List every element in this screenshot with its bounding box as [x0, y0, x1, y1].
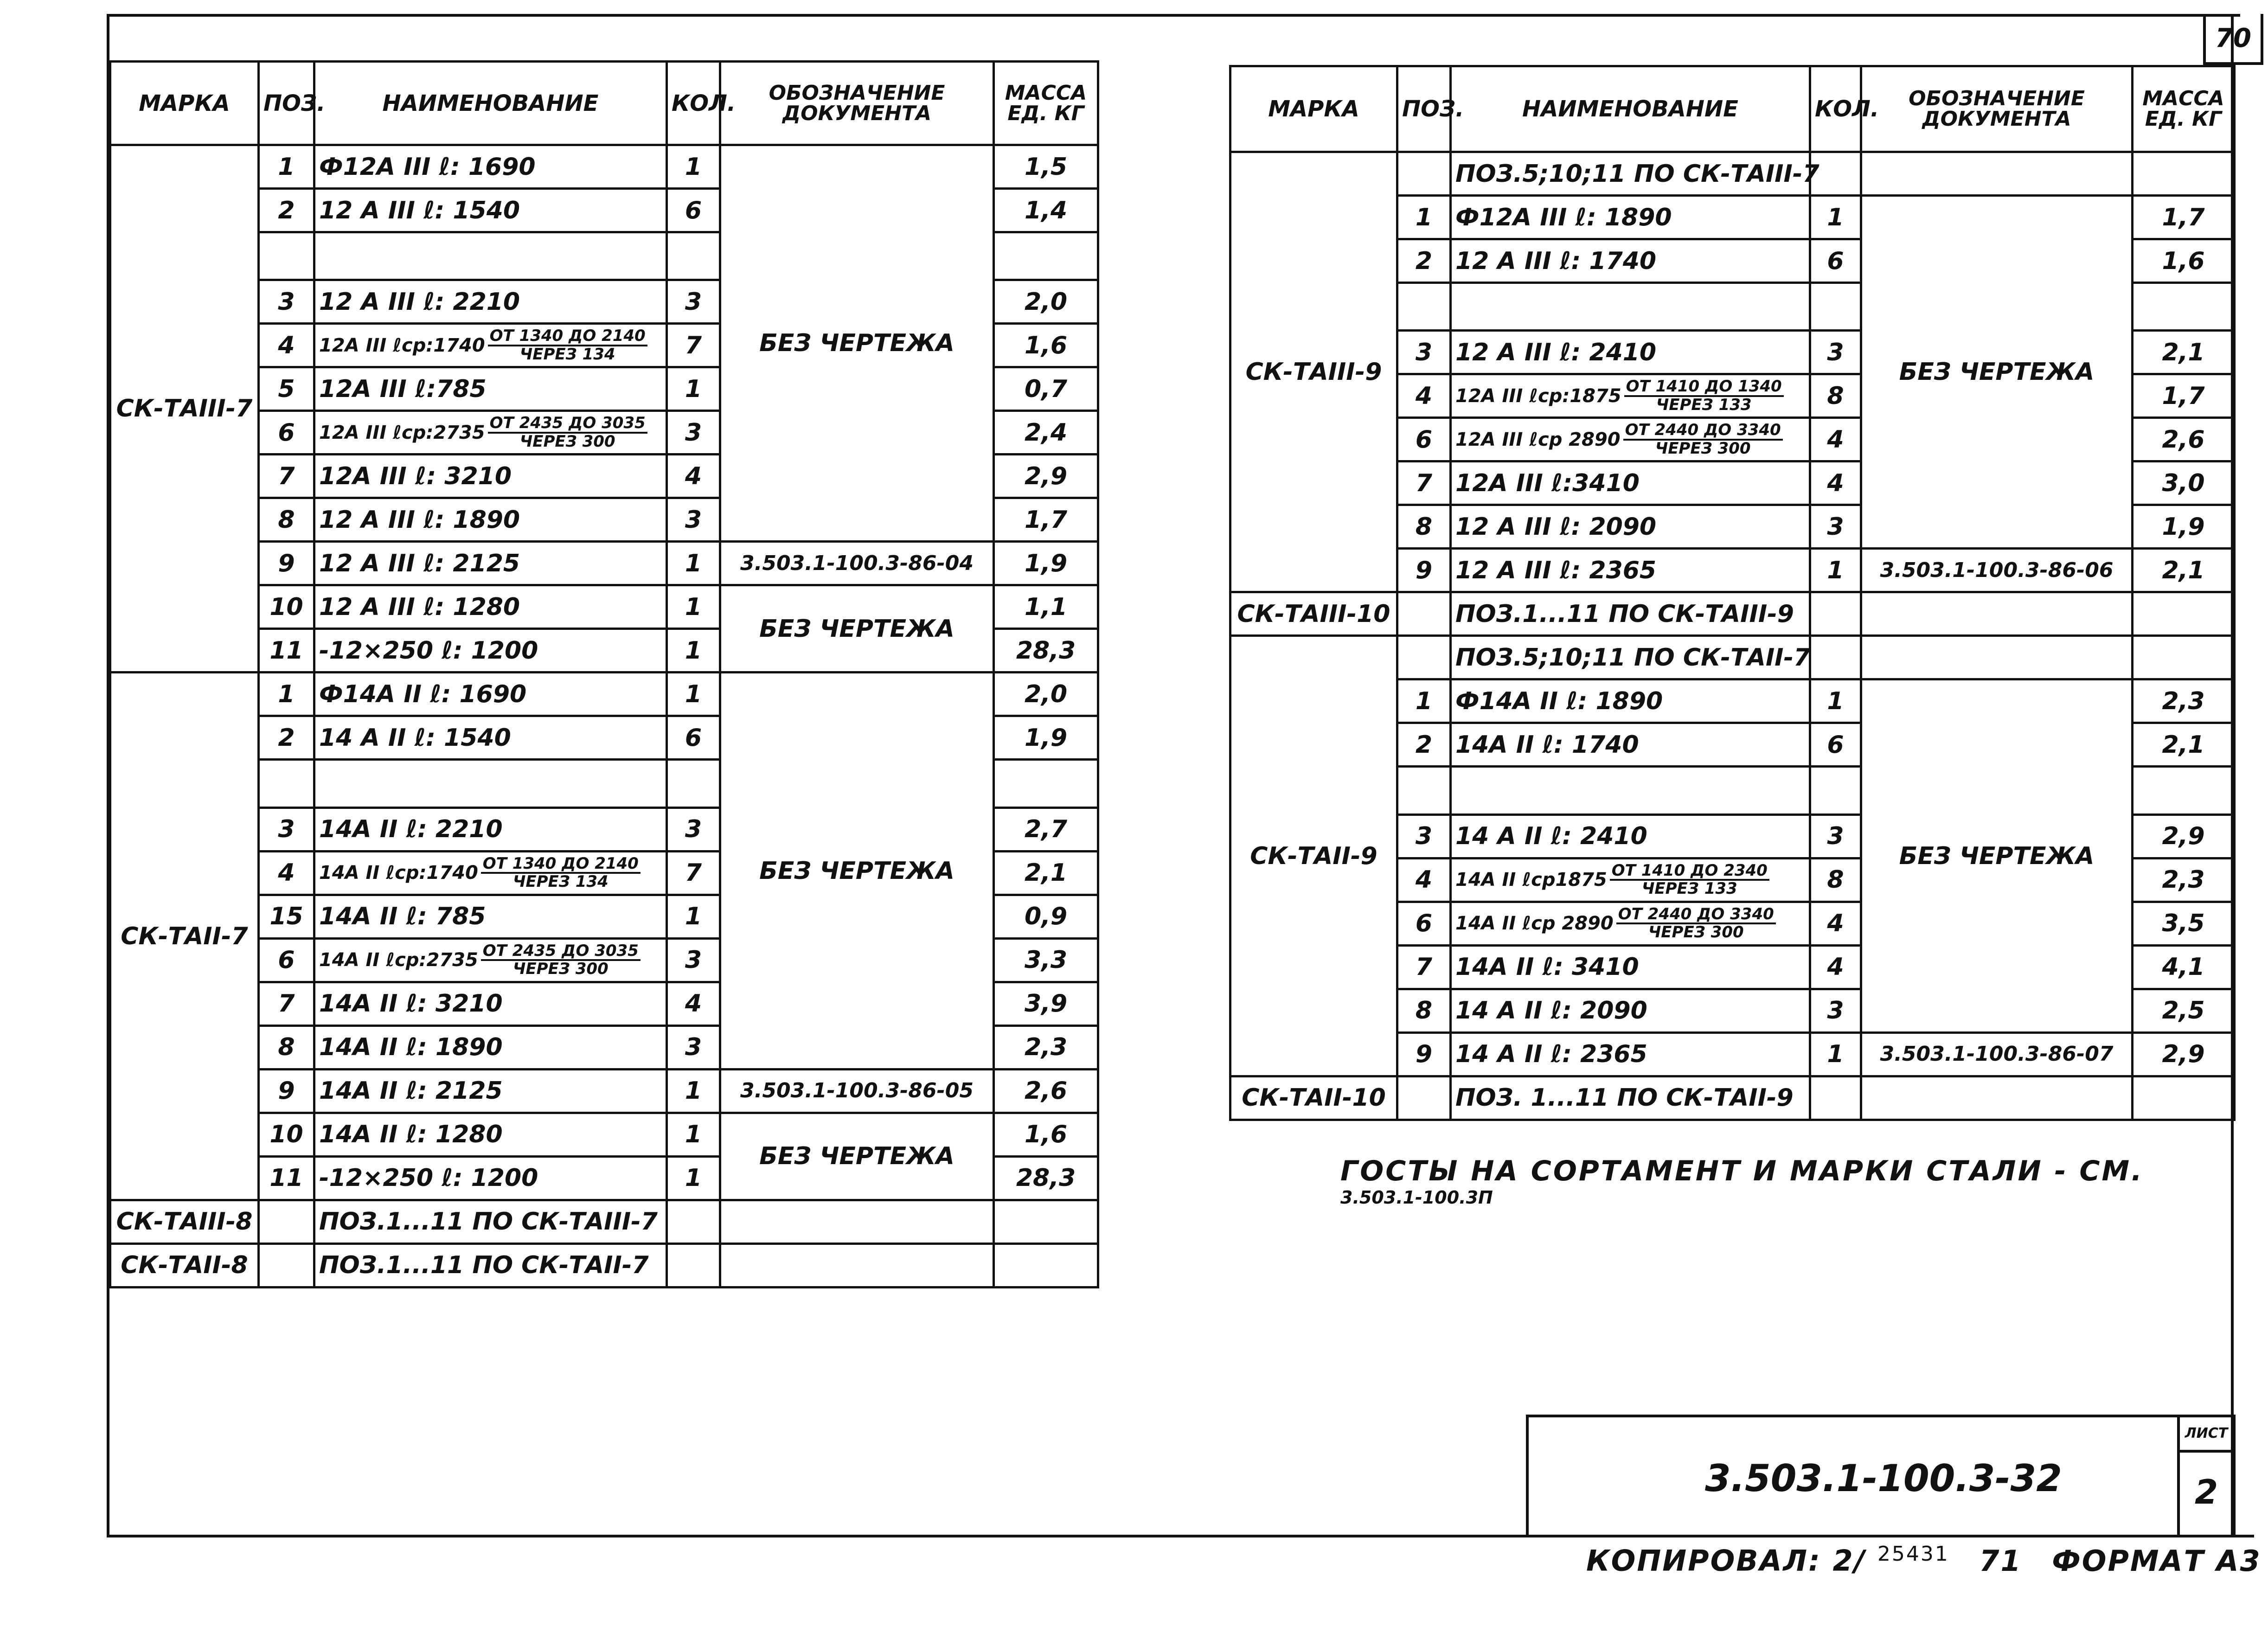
- name-text: 14А II ℓср:2735: [319, 949, 478, 971]
- cell-pos: 1: [259, 673, 314, 716]
- cell-pos: [1397, 592, 1451, 636]
- cell-name: [314, 232, 667, 280]
- cell-doc: [1861, 1076, 2133, 1120]
- cell-qty: 6: [667, 716, 720, 760]
- cell-pos: 7: [259, 455, 314, 498]
- cell-name: Ф12А III ℓ: 1690: [314, 145, 667, 189]
- cell-name: 14 А II ℓ: 2090: [1451, 989, 1810, 1032]
- cell-qty: [667, 232, 720, 280]
- header-pos: ПОЗ.: [259, 62, 314, 145]
- cell-doc: [1861, 152, 2133, 196]
- cell-qty: 1: [667, 1156, 720, 1200]
- table-row: [110, 585, 1098, 629]
- cell-name: -12×250 ℓ: 1200: [314, 1156, 667, 1200]
- cell-qty: 1: [1810, 679, 1861, 723]
- range-fraction: [1623, 422, 1783, 457]
- table-row: [110, 1113, 1098, 1156]
- header-mass: МАССА ЕД. КГ: [2133, 66, 2235, 152]
- range-fraction: [1610, 863, 1769, 897]
- name-with-range: [1455, 378, 1784, 413]
- header-doc: ОБОЗНАЧЕНИЕ ДОКУМЕНТА: [1861, 66, 2133, 152]
- cell-name: 14А II ℓ: 1740: [1451, 723, 1810, 767]
- name-with-range: [319, 856, 641, 890]
- cell-pos: 4: [259, 324, 314, 367]
- name-text: 14А II ℓср:1740: [319, 862, 478, 884]
- cell-pos: 2: [1397, 239, 1451, 283]
- table-row: [110, 145, 1098, 189]
- cell-name: [1451, 902, 1810, 945]
- cell-name: Ф12А III ℓ: 1890: [1451, 196, 1810, 239]
- header-mass: МАССА ЕД. КГ: [994, 62, 1098, 145]
- cell-mass: [994, 232, 1098, 280]
- table-row: [110, 1200, 1098, 1243]
- cell-name: 14А II ℓ: 785: [314, 895, 667, 938]
- cell-mass: 4,1: [2133, 945, 2235, 989]
- cell-qty: 3: [667, 498, 720, 542]
- gost-note-ref: 3.503.1-100.3П: [1340, 1187, 1493, 1208]
- cell-name: 12 А III ℓ: 2090: [1451, 505, 1810, 549]
- cell-qty: 3: [667, 1025, 720, 1069]
- cell-pos: [1397, 767, 1451, 814]
- cell-qty: 1: [667, 585, 720, 629]
- table-row: [110, 542, 1098, 585]
- gost-note-text: ГОСТЫ НА СОРТАМЕНТ И МАРКИ СТАЛИ - СМ.: [1340, 1155, 2144, 1187]
- cell-mass: 2,1: [2133, 549, 2235, 592]
- range-bottom: ЧЕРЕЗ 300: [519, 432, 615, 451]
- header-name: НАИМЕНОВАНИЕ: [1451, 66, 1810, 152]
- header-marka: МАРКА: [110, 62, 259, 145]
- cell-marka: СК-ТАII-8: [110, 1243, 259, 1287]
- cell-mass: 1,9: [2133, 505, 2235, 549]
- cell-qty: 3: [667, 807, 720, 851]
- cell-mass: [994, 1243, 1098, 1287]
- cell-qty: 1: [667, 895, 720, 938]
- name-with-range: [319, 943, 641, 978]
- cell-pos: 6: [259, 938, 314, 982]
- range-top: ОТ 1340 ДО 2140: [481, 856, 641, 874]
- cell-marka: СК-ТАIII-10: [1230, 592, 1397, 636]
- cell-mass: 2,0: [994, 280, 1098, 324]
- cell-mass: 2,9: [2133, 814, 2235, 858]
- range-top: ОТ 2440 ДО 3340: [1623, 422, 1783, 441]
- cell-name: 14А II ℓ: 2210: [314, 807, 667, 851]
- cell-marka: СК-ТАIII-7: [110, 145, 259, 673]
- range-top: ОТ 1410 ДО 1340: [1624, 378, 1784, 397]
- stamp-sheet-number: 2: [2194, 1473, 2218, 1512]
- cell-name: [314, 411, 667, 455]
- cell-mass: 2,1: [2133, 331, 2235, 374]
- cell-qty: 7: [667, 851, 720, 895]
- cell-pos: 2: [1397, 723, 1451, 767]
- cell-doc: 3.503.1-100.3-86-05: [720, 1069, 994, 1113]
- cell-mass: 28,3: [994, 1156, 1098, 1200]
- name-text: 14А II ℓср 2890: [1455, 913, 1614, 935]
- table-row: [1230, 152, 2235, 196]
- cell-qty: [1810, 592, 1861, 636]
- cell-mass: 2,9: [994, 455, 1098, 498]
- cell-name: 12 А III ℓ: 1540: [314, 189, 667, 232]
- cell-pos: 10: [259, 1113, 314, 1156]
- right-spec-table: [1229, 65, 2236, 1121]
- cell-doc: [1861, 592, 2133, 636]
- cell-doc: БЕЗ ЧЕРТЕЖА: [720, 585, 994, 673]
- cell-mass: 28,3: [994, 629, 1098, 673]
- cell-name: 12А III ℓ: 3210: [314, 455, 667, 498]
- cell-qty: [1810, 767, 1861, 814]
- cell-pos: 8: [259, 498, 314, 542]
- cell-name: [1451, 767, 1810, 814]
- cell-mass: 3,3: [994, 938, 1098, 982]
- cell-qty: 7: [667, 324, 720, 367]
- table-row: [1230, 1076, 2235, 1120]
- cell-marka: СК-ТАII-10: [1230, 1076, 1397, 1120]
- cell-pos: 8: [1397, 989, 1451, 1032]
- cell-mass: [2133, 592, 2235, 636]
- cell-mass: 2,4: [994, 411, 1098, 455]
- cell-name: [1451, 374, 1810, 418]
- cell-name: Ф14А II ℓ: 1890: [1451, 679, 1810, 723]
- cell-pos: [259, 1200, 314, 1243]
- cell-marka: СК-ТАII-7: [110, 673, 259, 1200]
- stamp-doc-number: 3.503.1-100.3-32: [1705, 1457, 2062, 1500]
- cell-pos: [1397, 1076, 1451, 1120]
- cell-name: 12 А III ℓ: 2365: [1451, 549, 1810, 592]
- range-fraction: [488, 328, 647, 363]
- cell-pos: [1397, 283, 1451, 331]
- cell-pos: 8: [1397, 505, 1451, 549]
- table-row: [1230, 592, 2235, 636]
- cell-mass: 2,3: [994, 1025, 1098, 1069]
- cell-qty: 3: [1810, 814, 1861, 858]
- frame-top-line: [107, 14, 2240, 17]
- cell-name: 14А II ℓ: 3410: [1451, 945, 1810, 989]
- name-text: 12А III ℓср 2890: [1455, 429, 1621, 450]
- cell-qty: 3: [1810, 989, 1861, 1032]
- cell-name: 12А III ℓ:785: [314, 367, 667, 411]
- cell-mass: 2,5: [2133, 989, 2235, 1032]
- cell-marka: СК-ТАIII-8: [110, 1200, 259, 1243]
- footer-order-no: 25431: [1877, 1542, 1949, 1566]
- name-text: 12А III ℓср:1875: [1455, 385, 1621, 407]
- cell-mass: 1,6: [994, 1113, 1098, 1156]
- cell-qty: 3: [667, 938, 720, 982]
- name-with-range: [319, 328, 647, 363]
- cell-pos: 4: [1397, 374, 1451, 418]
- footer-line: [1586, 1542, 2262, 1578]
- cell-name: 14 А II ℓ: 1540: [314, 716, 667, 760]
- cell-qty: 6: [667, 189, 720, 232]
- cell-qty: 1: [1810, 1032, 1861, 1076]
- cell-mass: 1,6: [2133, 239, 2235, 283]
- cell-mass: [2133, 152, 2235, 196]
- cell-qty: 1: [667, 145, 720, 189]
- cell-mass: 0,9: [994, 895, 1098, 938]
- cell-name: 14А II ℓ: 1890: [314, 1025, 667, 1069]
- title-stamp: [1526, 1415, 2236, 1537]
- gost-note: [1340, 1155, 2222, 1220]
- cell-pos: 6: [1397, 902, 1451, 945]
- name-with-range: [319, 415, 647, 450]
- cell-mass: 3,5: [2133, 902, 2235, 945]
- cell-pos: 3: [259, 807, 314, 851]
- cell-pos: 11: [259, 629, 314, 673]
- cell-pos: 5: [259, 367, 314, 411]
- cell-name: 12 А III ℓ: 2210: [314, 280, 667, 324]
- name-with-range: [1455, 863, 1769, 897]
- cell-pos: [259, 232, 314, 280]
- cell-mass: 2,7: [994, 807, 1098, 851]
- cell-qty: 8: [1810, 374, 1861, 418]
- cell-pos: 2: [259, 189, 314, 232]
- cell-qty: 4: [667, 455, 720, 498]
- cell-name: [1451, 283, 1810, 331]
- table-row: [1230, 636, 2235, 679]
- cell-pos: [259, 1243, 314, 1287]
- cell-name: 14А II ℓ: 3210: [314, 982, 667, 1025]
- cell-name: 12 А III ℓ: 2410: [1451, 331, 1810, 374]
- cell-mass: 2,3: [2133, 858, 2235, 902]
- cell-mass: 1,6: [994, 324, 1098, 367]
- cell-name: [1451, 858, 1810, 902]
- cell-mass: 2,3: [2133, 679, 2235, 723]
- cell-doc: 3.503.1-100.3-86-04: [720, 542, 994, 585]
- cell-pos: 8: [259, 1025, 314, 1069]
- cell-mass: 1,5: [994, 145, 1098, 189]
- cell-qty: 3: [667, 411, 720, 455]
- cell-pos: 11: [259, 1156, 314, 1200]
- cell-name: ПОЗ.1...11 ПО СК-ТАIII-9: [1451, 592, 1810, 636]
- cell-qty: 1: [667, 542, 720, 585]
- cell-qty: 3: [1810, 505, 1861, 549]
- header-qty: КОЛ.: [1810, 66, 1861, 152]
- left-spec-table: [109, 60, 1099, 1288]
- header-name: НАИМЕНОВАНИЕ: [314, 62, 667, 145]
- cell-mass: 1,9: [994, 542, 1098, 585]
- cell-pos: 9: [1397, 549, 1451, 592]
- cell-mass: [2133, 636, 2235, 679]
- header-marka: МАРКА: [1230, 66, 1397, 152]
- cell-name: [314, 324, 667, 367]
- cell-name: [1451, 418, 1810, 461]
- range-bottom: ЧЕРЕЗ 300: [513, 960, 609, 979]
- cell-mass: [2133, 283, 2235, 331]
- cell-name: 12 А III ℓ: 1890: [314, 498, 667, 542]
- cell-doc: БЕЗ ЧЕРТЕЖА: [720, 145, 994, 542]
- cell-name: 12 А III ℓ: 1740: [1451, 239, 1810, 283]
- page-number-box: [2203, 14, 2263, 65]
- footer-copied-signature: 2/: [1832, 1544, 1866, 1578]
- cell-qty: 1: [667, 1069, 720, 1113]
- cell-mass: 2,6: [2133, 418, 2235, 461]
- name-text: 12А III ℓср:2735: [319, 422, 485, 443]
- cell-qty: 1: [1810, 196, 1861, 239]
- cell-mass: 2,6: [994, 1069, 1098, 1113]
- cell-name: ПОЗ.1...11 ПО СК-ТАII-7: [314, 1243, 667, 1287]
- stamp-sheet-label: ЛИСТ: [2180, 1417, 2233, 1453]
- cell-mass: 1,7: [2133, 374, 2235, 418]
- cell-name: 14 А II ℓ: 2410: [1451, 814, 1810, 858]
- range-bottom: ЧЕРЕЗ 133: [1641, 879, 1737, 898]
- footer-copied: КОПИРОВАЛ:: [1586, 1544, 1821, 1578]
- cell-pos: 2: [259, 716, 314, 760]
- range-top: ОТ 2440 ДО 3340: [1616, 906, 1776, 925]
- range-fraction: [481, 856, 641, 890]
- cell-pos: 7: [1397, 945, 1451, 989]
- cell-pos: [1397, 152, 1451, 196]
- cell-name: 14А II ℓ: 2125: [314, 1069, 667, 1113]
- cell-pos: 6: [259, 411, 314, 455]
- page-number: 70: [2215, 23, 2251, 53]
- header-doc: ОБОЗНАЧЕНИЕ ДОКУМЕНТА: [720, 62, 994, 145]
- cell-doc: [1861, 636, 2133, 679]
- range-fraction: [481, 943, 641, 978]
- cell-qty: 1: [667, 367, 720, 411]
- range-top: ОТ 2435 ДО 3035: [488, 415, 647, 434]
- cell-doc: БЕЗ ЧЕРТЕЖА: [1861, 196, 2133, 549]
- name-with-range: [1455, 422, 1783, 457]
- cell-mass: 2,0: [994, 673, 1098, 716]
- cell-qty: 1: [667, 1113, 720, 1156]
- cell-mass: [994, 760, 1098, 807]
- cell-qty: [667, 760, 720, 807]
- cell-mass: [2133, 1076, 2235, 1120]
- cell-pos: 1: [259, 145, 314, 189]
- table-row: [110, 673, 1098, 716]
- cell-doc: 3.503.1-100.3-86-07: [1861, 1032, 2133, 1076]
- cell-qty: 1: [667, 673, 720, 716]
- cell-name: [314, 938, 667, 982]
- cell-qty: 6: [1810, 723, 1861, 767]
- cell-doc: БЕЗ ЧЕРТЕЖА: [1861, 679, 2133, 1032]
- cell-mass: 3,9: [994, 982, 1098, 1025]
- range-bottom: ЧЕРЕЗ 134: [519, 345, 615, 364]
- cell-qty: 3: [1810, 331, 1861, 374]
- cell-name: [314, 760, 667, 807]
- cell-pos: 9: [1397, 1032, 1451, 1076]
- cell-pos: 1: [1397, 679, 1451, 723]
- cell-pos: [1397, 636, 1451, 679]
- table-row: [110, 1069, 1098, 1113]
- cell-qty: [1810, 636, 1861, 679]
- name-text: 12А III ℓср:1740: [319, 334, 485, 356]
- cell-doc: БЕЗ ЧЕРТЕЖА: [720, 673, 994, 1069]
- range-bottom: ЧЕРЕЗ 300: [1655, 439, 1751, 458]
- cell-qty: [1810, 283, 1861, 331]
- footer-order-sub: 71: [1979, 1544, 2022, 1578]
- cell-qty: 4: [1810, 461, 1861, 505]
- cell-mass: 1,1: [994, 585, 1098, 629]
- cell-pos: 6: [1397, 418, 1451, 461]
- cell-name: [314, 851, 667, 895]
- cell-pos: 7: [1397, 461, 1451, 505]
- name-with-range: [1455, 906, 1776, 941]
- range-top: ОТ 1410 ДО 2340: [1610, 863, 1769, 881]
- cell-name: -12×250 ℓ: 1200: [314, 629, 667, 673]
- cell-pos: 9: [259, 1069, 314, 1113]
- cell-qty: [1810, 1076, 1861, 1120]
- cell-pos: 3: [259, 280, 314, 324]
- range-top: ОТ 2435 ДО 3035: [481, 943, 641, 961]
- cell-qty: 4: [667, 982, 720, 1025]
- cell-qty: [667, 1200, 720, 1243]
- cell-mass: 1,7: [2133, 196, 2235, 239]
- table-row: [110, 1243, 1098, 1287]
- cell-mass: 1,4: [994, 189, 1098, 232]
- cell-marka: СК-ТАII-9: [1230, 636, 1397, 1076]
- range-fraction: [1616, 906, 1776, 941]
- cell-mass: 3,0: [2133, 461, 2235, 505]
- cell-pos: 4: [1397, 858, 1451, 902]
- cell-mass: 2,1: [2133, 723, 2235, 767]
- cell-qty: 3: [667, 280, 720, 324]
- cell-name: 12 А III ℓ: 2125: [314, 542, 667, 585]
- cell-name: 12 А III ℓ: 1280: [314, 585, 667, 629]
- cell-mass: 0,7: [994, 367, 1098, 411]
- cell-name: 12А III ℓ:3410: [1451, 461, 1810, 505]
- cell-doc: БЕЗ ЧЕРТЕЖА: [720, 1113, 994, 1200]
- stamp-sheet-cell: [2177, 1417, 2233, 1535]
- footer-format: ФОРМАТ А3: [2052, 1544, 2262, 1578]
- cell-pos: 15: [259, 895, 314, 938]
- cell-mass: [994, 1200, 1098, 1243]
- cell-doc: [720, 1243, 994, 1287]
- cell-marka: СК-ТАIII-9: [1230, 152, 1397, 592]
- cell-pos: [259, 760, 314, 807]
- range-bottom: ЧЕРЕЗ 300: [1648, 923, 1744, 942]
- cell-qty: 4: [1810, 945, 1861, 989]
- range-fraction: [1624, 378, 1784, 413]
- cell-qty: 8: [1810, 858, 1861, 902]
- cell-name: ПОЗ. 1...11 ПО СК-ТАII-9: [1451, 1076, 1810, 1120]
- cell-pos: 10: [259, 585, 314, 629]
- cell-qty: 6: [1810, 239, 1861, 283]
- cell-name: ПОЗ.5;10;11 ПО СК-ТАII-7: [1451, 636, 1810, 679]
- cell-qty: 4: [1810, 902, 1861, 945]
- cell-pos: 9: [259, 542, 314, 585]
- cell-qty: 1: [667, 629, 720, 673]
- cell-pos: 3: [1397, 331, 1451, 374]
- cell-mass: 1,9: [994, 716, 1098, 760]
- cell-mass: 1,7: [994, 498, 1098, 542]
- header-pos: ПОЗ.: [1397, 66, 1451, 152]
- name-text: 14А II ℓср1875: [1455, 869, 1607, 891]
- cell-doc: [720, 1200, 994, 1243]
- cell-pos: 1: [1397, 196, 1451, 239]
- cell-name: 14А II ℓ: 1280: [314, 1113, 667, 1156]
- cell-name: 14 А II ℓ: 2365: [1451, 1032, 1810, 1076]
- range-bottom: ЧЕРЕЗ 134: [513, 872, 609, 891]
- cell-qty: 1: [1810, 549, 1861, 592]
- range-fraction: [488, 415, 647, 450]
- cell-pos: 3: [1397, 814, 1451, 858]
- cell-mass: [2133, 767, 2235, 814]
- range-top: ОТ 1340 ДО 2140: [488, 328, 647, 346]
- range-bottom: ЧЕРЕЗ 133: [1656, 395, 1752, 414]
- cell-pos: 7: [259, 982, 314, 1025]
- cell-name: ПОЗ.5;10;11 ПО СК-ТАIII-7: [1451, 152, 1810, 196]
- header-qty: КОЛ.: [667, 62, 720, 145]
- cell-qty: [667, 1243, 720, 1287]
- cell-pos: 4: [259, 851, 314, 895]
- cell-mass: 2,1: [994, 851, 1098, 895]
- cell-mass: 2,9: [2133, 1032, 2235, 1076]
- cell-doc: 3.503.1-100.3-86-06: [1861, 549, 2133, 592]
- cell-qty: 4: [1810, 418, 1861, 461]
- cell-name: Ф14А II ℓ: 1690: [314, 673, 667, 716]
- cell-name: ПОЗ.1...11 ПО СК-ТАIII-7: [314, 1200, 667, 1243]
